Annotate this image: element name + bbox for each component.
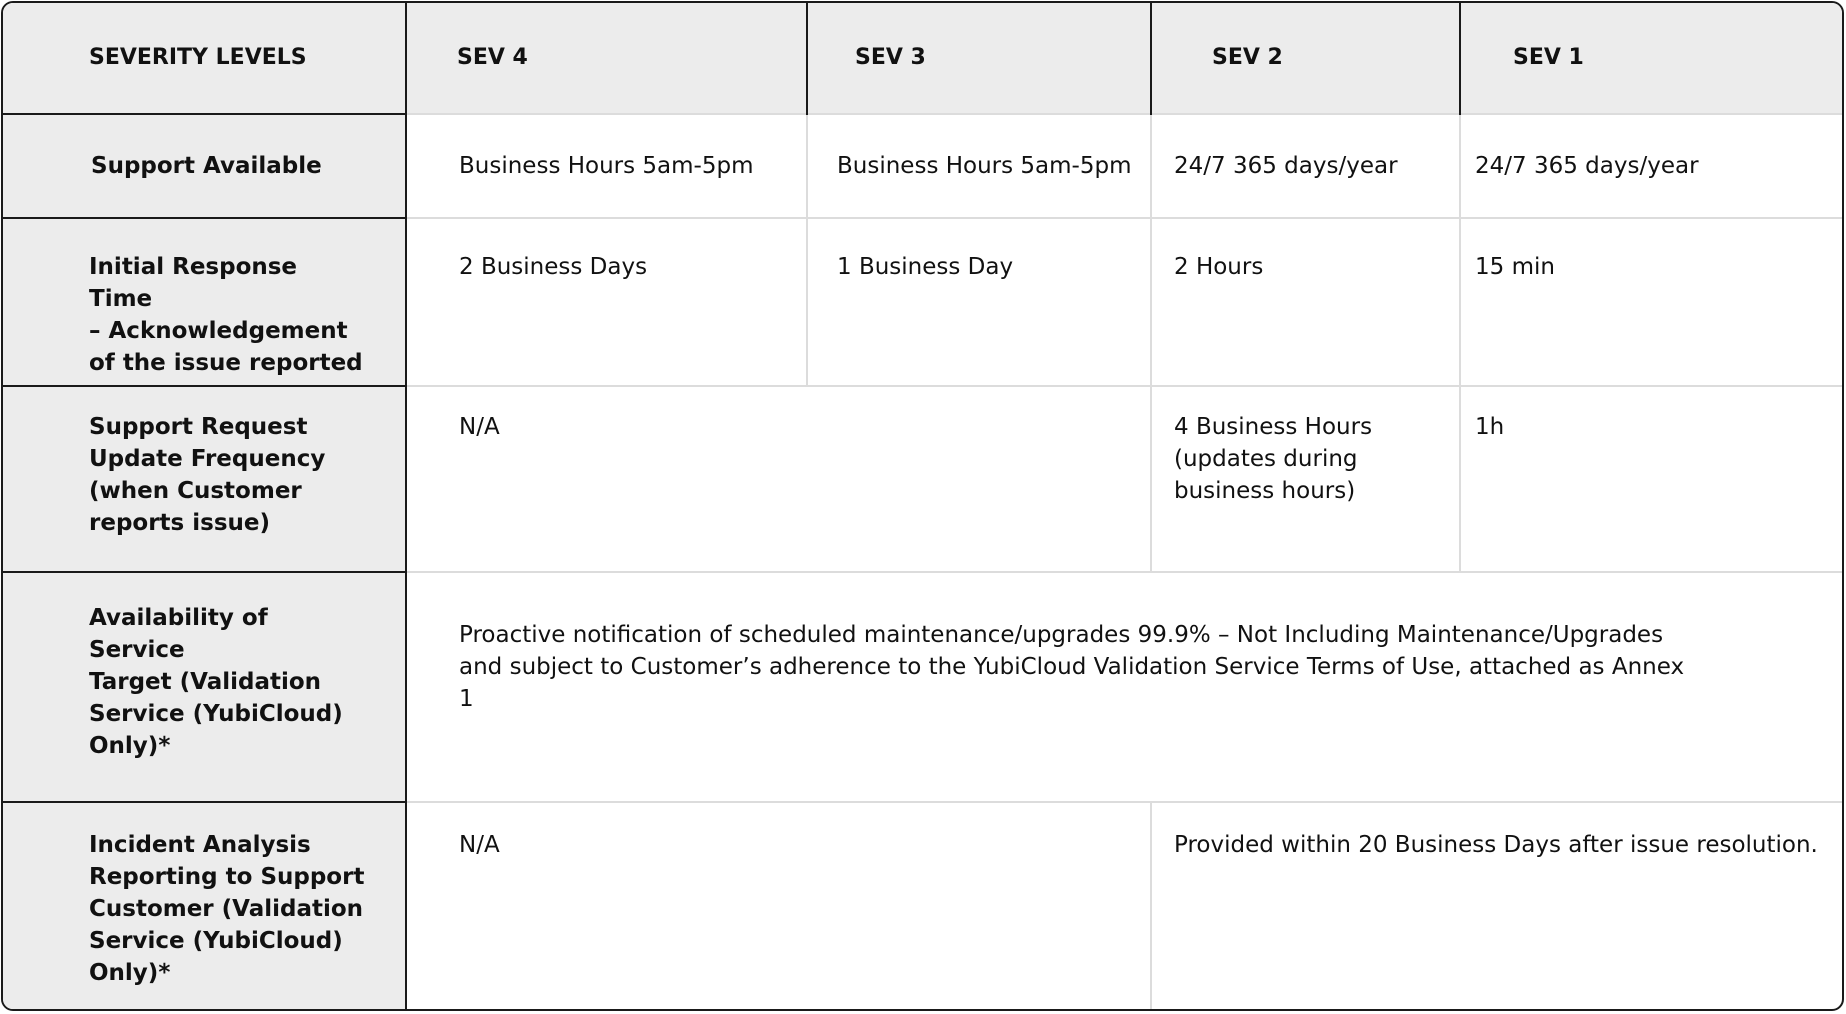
- table-row-update-frequency: [2, 386, 1844, 572]
- row-label-line: – Acknowledgement: [89, 318, 348, 344]
- row-label-support-available: Support Available: [2, 114, 406, 218]
- cell-initial-sev2: 2 Hours: [1151, 218, 1460, 386]
- row-label-line: Update Frequency: [89, 446, 326, 472]
- cell-support-sev1: 24/7 365 days/year: [1460, 114, 1844, 218]
- cell-update-sev2: [1151, 386, 1460, 572]
- cell-line: Proactive notification of scheduled maintenance/upgrades 99.9% – Not Including Maintenance/Upgrades: [459, 622, 1664, 648]
- header-sev4: SEV 4: [406, 2, 807, 114]
- row-label-line: Initial Response Time: [89, 254, 298, 312]
- cell-update-sev4-sev3: N/A: [406, 386, 1151, 572]
- cell-line: and subject to Customer’s adherence to the YubiCloud Validation Service Terms of Use, attached as Annex 1: [459, 654, 1685, 712]
- table-row-incident-analysis: [2, 802, 1844, 1011]
- row-label-line: Customer (Validation: [89, 896, 364, 922]
- row-label-line: of the issue reported: [89, 350, 363, 376]
- row-label-line: reports issue): [89, 510, 270, 536]
- header-sev3: SEV 3: [807, 2, 1151, 114]
- header-sev1: SEV 1: [1460, 2, 1844, 114]
- cell-update-sev1: 1h: [1460, 386, 1844, 572]
- row-label-incident-analysis: [2, 802, 406, 1011]
- row-label-line: Only)*: [89, 733, 171, 759]
- cell-support-sev4: Business Hours 5am-5pm: [406, 114, 807, 218]
- row-label-initial-response: [2, 218, 406, 386]
- cell-availability-all: [406, 572, 1844, 802]
- row-label-line: Only)*: [89, 960, 171, 986]
- cell-support-sev3: Business Hours 5am-5pm: [807, 114, 1151, 218]
- header-sev2: SEV 2: [1151, 2, 1460, 114]
- row-label-update-frequency: [2, 386, 406, 572]
- cell-initial-sev4: 2 Business Days: [406, 218, 807, 386]
- row-label-line: Availability of Service: [89, 605, 268, 663]
- severity-levels-table: [1, 1, 1844, 1011]
- row-label-line: Support Request: [89, 414, 308, 440]
- cell-incident-sev4-sev3: N/A: [406, 802, 1151, 1011]
- row-label-line: Target (Validation: [89, 669, 322, 695]
- row-label-line: Service (YubiCloud): [89, 928, 343, 954]
- header-severity-levels: SEVERITY LEVELS: [2, 2, 406, 114]
- table-row-availability: [2, 572, 1844, 802]
- table-row-support-available: [2, 114, 1844, 218]
- table-row-initial-response: [2, 218, 1844, 386]
- row-label-availability: [2, 572, 406, 802]
- cell-line: 4 Business Hours: [1174, 414, 1373, 440]
- row-label-line: Reporting to Support: [89, 864, 365, 890]
- cell-initial-sev1: 15 min: [1460, 218, 1844, 386]
- cell-line: (updates during: [1174, 446, 1358, 472]
- cell-support-sev2: 24/7 365 days/year: [1151, 114, 1460, 218]
- header-row: [2, 2, 1844, 114]
- row-label-line: Incident Analysis: [89, 832, 311, 858]
- row-label-line: (when Customer: [89, 478, 302, 504]
- cell-incident-sev2-sev1: Provided within 20 Business Days after issue resolution.: [1151, 802, 1844, 1011]
- row-label-line: Service (YubiCloud): [89, 701, 343, 727]
- cell-line: business hours): [1174, 478, 1356, 504]
- cell-initial-sev3: 1 Business Day: [807, 218, 1151, 386]
